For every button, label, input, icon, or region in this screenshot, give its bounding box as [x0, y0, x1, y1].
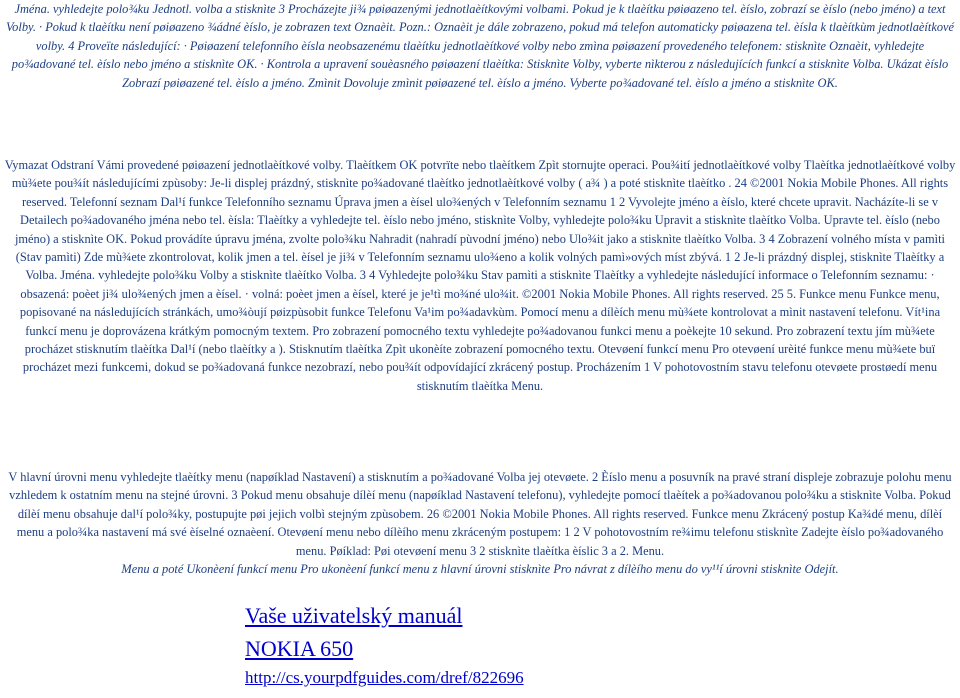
text-block-menu-shortcuts — [4, 468, 956, 578]
menu-exit-text: Menu a poté Ukonèení funkcí menu Pro ukonèení funkcí menu z hlavní úrovni stisknìte Pro návrat z dílèího menu do vy¹¹í úrovni stisknìte Odejít. — [121, 562, 839, 577]
menu-shortcut-text: V hlavní úrovni menu vyhledejte tlaèítky menu (napøíklad Nastavení) a stisknutím a po¾adované Volba jej otevøete. 2 Èíslo menu a posuvník na pravé straní displeje zobrazuje polohu menu vzhledem k ostatním menu na stejné úrovni. 3 Pokud menu obsahuje dílèí menu (napøíklad Nastavení telefonu), vyhledejte pomocí tlaèítek a po¾adovanou polo¾ku a stisknìte Volba. Pokud dílèí menu obsahuje dal¹í polo¾ky, postupujte pøi jejich volbì stejným zpùsobem. 26 ©2001 Nokia Mobile Phones. All rights reserved. Funkce menu Zkrácený postup Ka¾dé menu, dílèí menu a polo¾ka nastavení má své èíselné oznaèení. Otevøení menu nebo dílèího menu zkráceným postupem: 1 2 V pohotovostním re¾imu telefonu stisknìte Zadejte èíslo po¾adovaného menu. Pøíklad: Pøi otevøení menu 3 2 stisknìte tlaèítka èíslic 3 a 2. Menu. — [8, 470, 952, 558]
manual-title-link[interactable]: Vaše uživatelský manuál — [245, 603, 463, 628]
text-block-speed-dial: Jména. vyhledejte polo¾ku Jednotl. volba a stisknìte 3 Procházejte ji¾ pøiøazenými jednotlaèítkovými volbami. Pokud je k tlaèítku pøiøazeno tel. èíslo, zobrazí se èíslo (nebo jméno) a text Volby. · Pokud k tlaèítku není pøiøazeno ¾ádné èíslo, je zobrazen text Oznaèit. Pozn.: Oznaèit je dále zobrazeno, pokud má telefon automaticky pøiøazena tel. èísla k tlaèítkùm jednotlaèítkové volby. 4 Proveïte následující: · Pøiøazení telefonního èísla neobsazenému tlaèítku jednotlaèítkové volby nebo zmìna pøiøazení provedeného telefonem: stisknìte Oznaèit, vyhledejte po¾adované tel. èíslo nebo jméno a stisknìte OK. · Kontrola a upravení souèasného pøiøazení tlaèítka: Stisknìte Volby, vyberte nìkterou z následujících funkcí a stisknìte Volba. Ukázat èíslo Zobrazí pøiøazené tel. èíslo a jméno. Zmìnit Dovoluje zmìnit pøiøazené tel. èíslo a jméno. Vyberte po¾adované tel. èíslo a jméno a stisknìte OK. — [5, 2, 955, 90]
guide-url-link[interactable]: http://cs.yourpdfguides.com/dref/822696 — [245, 668, 524, 687]
model-link[interactable]: NOKIA 650 — [245, 636, 354, 661]
text-block-phonebook-menu: Vymazat Odstraní Vámi provedené pøiøazení jednotlaèítkové volby. Tlaèítkem OK potvrïte nebo tlaèítkem Zpìt stornujte operaci. Pou¾ití jednotlaèítkové volby Tlaèítka jednotlaèítkové volby mù¾ete pou¾ít následujícími zpùsoby: Je-li displej prázdný, stisknìte po¾adované tlaèítko jednotlaèítkové volby ( a¾ ) a poté stisknìte tlaèítko . 24 ©2001 Nokia Mobile Phones. All rights reserved. Telefonní seznam Dal¹í funkce Telefonního seznamu Úprava jmen a èísel ulo¾ených v Telefonním seznamu 1 2 Vyvolejte jméno a èíslo, které chcete upravit. Nacházíte-li se v Detailech po¾adovaného jména nebo tel. èísla: Tlaèítky a vyhledejte tel. èíslo nebo jméno, stisknìte Volby, vyhledejte polo¾ku Upravit a stisknìte tlaèítko Volba. Upravte tel. èíslo (nebo jméno) a stisknìte OK. Pokud provádíte úpravu jména, zvolte polo¾ku Nahradit (nahradí pùvodní jméno) nebo Ulo¾it jako a stisknìte tlaèítko Volba. 3 4 Zobrazení volného místa v pamìti (Stav pamìti) Zde mù¾ete zkontrolovat, kolik jmen a tel. èísel je ji¾ v Telefonním seznamu ulo¾eno a kolik volných pamì»ových míst zbývá. 1 2 Je-li prázdný displej, stisknìte Tlaèítky a Volba. Jména. vyhledejte polo¾ku Volby a stisknìte tlaèítko Volba. 3 4 Vyhledejte polo¾ku Stav pamìti a stisknìte Tlaèítky a vyhledejte následující informace o Telefonním seznamu: · obsazená: poèet ji¾ ulo¾ených jmen a èísel. · volná: poèet jmen a èísel, které je je¹tì mo¾né ulo¾it. ©2001 Nokia Mobile Phones. All rights reserved. 25 5. Funkce menu Funkce menu, popisované na následujících stránkách, umo¾òují pøizpùsobit funkce Telefonu Va¹im po¾adavkùm. Pomocí menu a dílèích menu mù¾ete kontrolovat a mìnit nastavení telefonu. Vít¹ina funkcí menu je doprovázena krátkým pomocným textem. Pro zobrazení pomocného textu vyhledejte po¾adovanou funkci menu a poèkejte 10 sekund. Pro zobrazení textu jím mù¾ete procházet stisknutím tlaèítka Dal¹í (nebo tlaèítky a ). Stisknutím tlaèítka Zpìt ukonèíte zobrazení pomocného textu. Otevøení funkcí menu Pro otevøení urèité funkce menu mù¾ete buï procházet mezi funkcemi, dokud se po¾adovaná funkce nezobrazí, nebo pou¾ít odpovídající zkrácený postup. Procházením 1 V pohotovostním stavu telefonu otevøete prostøedí menu stisknutím tlaèítka Menu. — [4, 158, 956, 393]
